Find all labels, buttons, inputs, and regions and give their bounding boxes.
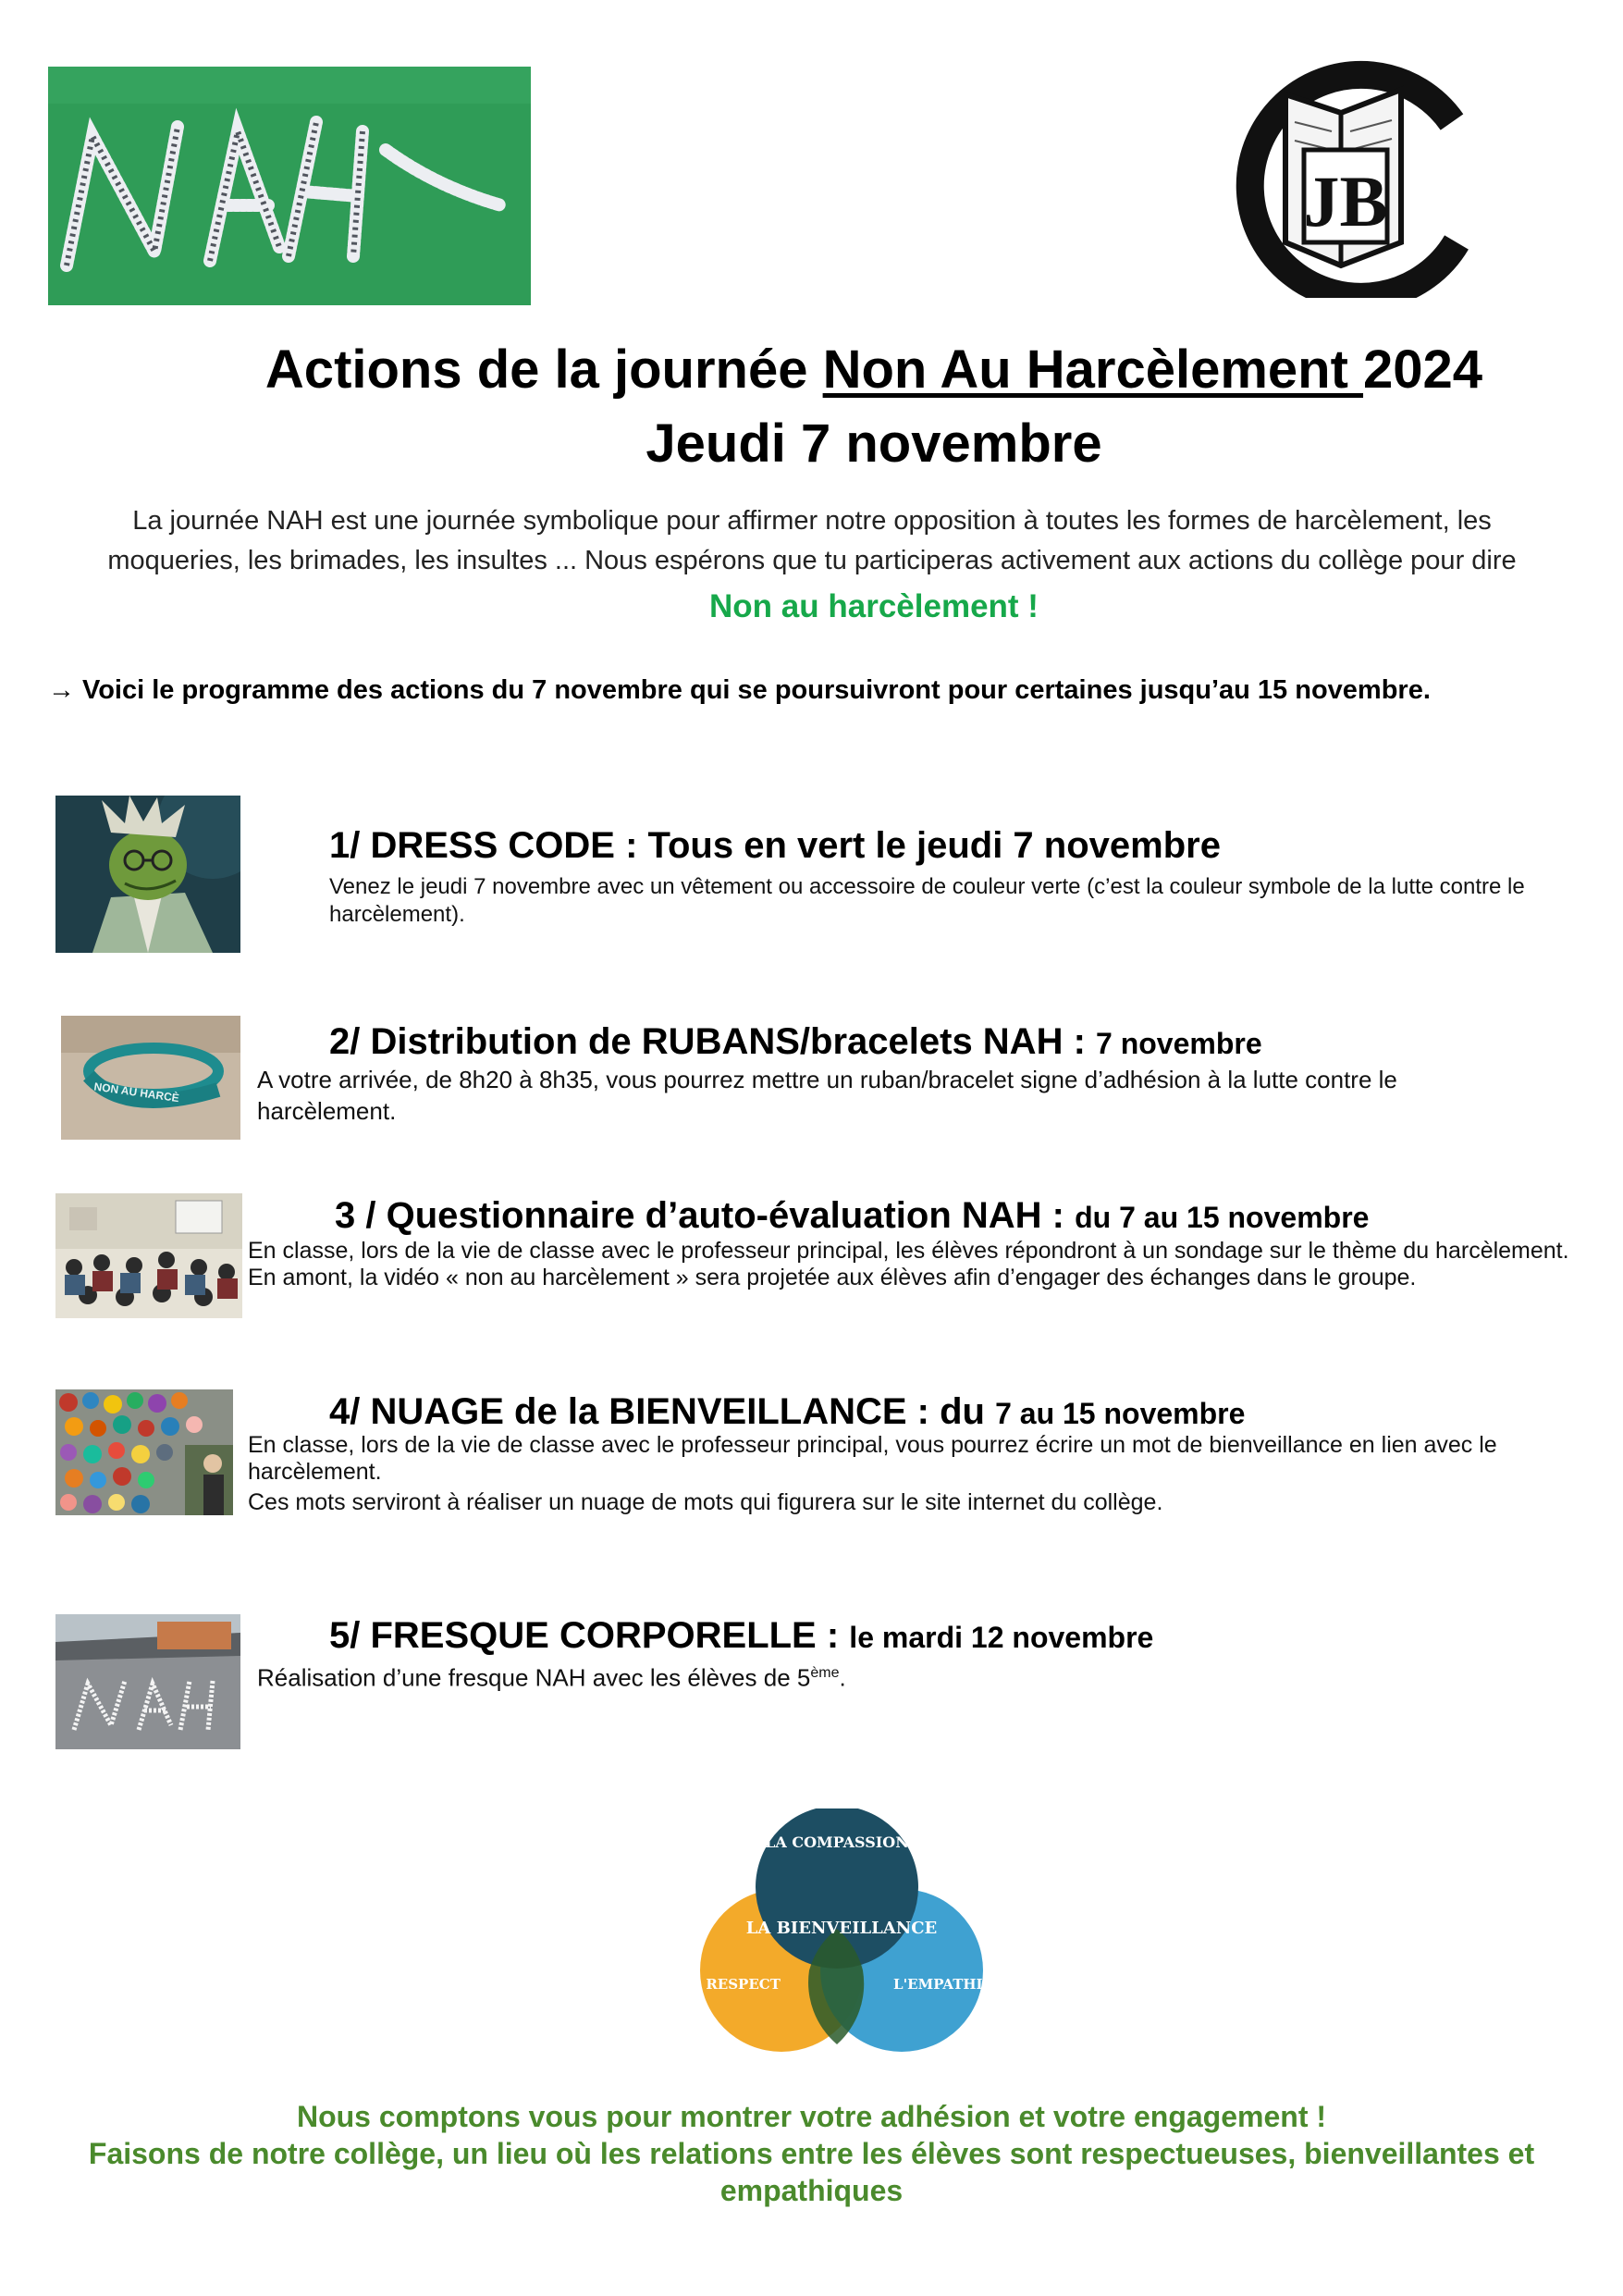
action-5-description [257, 1658, 846, 1694]
action-2-date: 7 novembre [1096, 1027, 1262, 1060]
action-3-description: En classe, lors de la vie de classe avec le professeur principal, les élèves répondront à un sondage sur le thème du harcèlement. En amont, la vidéo « non au harcèlement » sera projetée aux élèves afin d’engager des échanges dans le groupe. [248, 1238, 1569, 1290]
college-logo [1202, 57, 1489, 298]
venn-label-center: LA BIENVEILLANCE [745, 1919, 938, 1938]
bracelet-text: NON AU HARCÈ [92, 1080, 180, 1105]
action-4-title-main: 4/ NUAGE de la BIENVEILLANCE : du [329, 1391, 996, 1432]
page-title [0, 335, 1623, 405]
programme-text: Voici le programme des actions du 7 novembre qui se poursuivront pour certaines jusqu’au 15 novembre. [82, 675, 1431, 705]
action-4-title [329, 1388, 1245, 1438]
action-3-title [335, 1191, 1369, 1241]
title-prefix: Actions de la journée [264, 339, 823, 400]
action-5-title-main: 5/ FRESQUE CORPORELLE : [329, 1615, 850, 1656]
action-1-photo-lizard [55, 796, 240, 953]
action-2-title-main: 2/ Distribution de RUBANS/bracelets NAH : [329, 1021, 1097, 1062]
action-5-description-text: Réalisation d’une fresque NAH avec les élèves de 5 [257, 1663, 811, 1692]
venn-label-top: LA COMPASSION [765, 1833, 909, 1851]
action-4-dates: 7 au 15 novembre [995, 1397, 1246, 1430]
action-5-description-end: . [839, 1663, 846, 1692]
header-photo-nah-formation [48, 67, 531, 305]
title-emphasis: Non Au Harcèlement [822, 339, 1364, 400]
action-3-dates: du 7 au 15 novembre [1075, 1201, 1370, 1234]
venn-label-right: L'EMPATHIE [893, 1976, 993, 1993]
action-5-photo-fresque [55, 1614, 240, 1749]
arrow-right-icon: → [48, 675, 75, 705]
action-5-superscript: ème [810, 1665, 840, 1681]
closing-line-1: Nous comptons vous pour montrer votre adhésion et votre engagement ! [296, 2100, 1327, 2133]
intro-line-2: moqueries, les brimades, les insultes ... Nous espérons que tu participeras activement aux actions du collège pour dire [107, 546, 1517, 575]
logo-monogram: JB [1303, 161, 1388, 241]
action-5-date: le mardi 12 novembre [849, 1621, 1154, 1654]
action-2-photo-bracelet [61, 1016, 240, 1140]
action-3-title-main: 3 / Questionnaire d’auto-évaluation NAH : [335, 1195, 1076, 1236]
title-year: 2024 [1363, 339, 1483, 400]
venn-label-left: LE RESPECT [681, 1976, 781, 1993]
action-5-title [329, 1611, 1153, 1661]
intro-paragraph [49, 501, 1575, 581]
page-subtitle-date: Jeudi 7 novembre [646, 414, 1102, 474]
action-1-title: 1/ DRESS CODE : Tous en vert le jeudi 7 novembre [329, 825, 1221, 866]
intro-line-1: La journée NAH est une journée symbolique pour affirmer notre opposition à toutes les formes de harcèlement, les [132, 506, 1492, 536]
action-2-description: A votre arrivée, de 8h20 à 8h35, vous pourrez mettre un ruban/bracelet signe d’adhésion à la lutte contre le harcèlement. [257, 1066, 1397, 1125]
action-2-title [329, 1018, 1262, 1068]
venn-diagram [666, 1808, 1008, 2058]
action-1-description: Venez le jeudi 7 novembre avec un vêtement ou accessoire de couleur verte (c’est la couleur symbole de la lutte contre le harcèlement). [329, 874, 1525, 927]
action-4-description: En classe, lors de la vie de classe avec le professeur principal, vous pourrez écrire un mot de bienveillance en lien avec le harcèlement. [248, 1432, 1497, 1485]
slogan: Non au harcèlement ! [709, 588, 1039, 624]
programme-intro [48, 672, 1431, 709]
closing-line-2: Faisons de notre collège, un lieu où les relations entre les élèves sont respectueuses, bienveillantes et empathiques [88, 2137, 1535, 2207]
action-4-description-2: Ces mots serviront à réaliser un nuage de mots qui figurera sur le site internet du collège. [248, 1489, 1163, 1515]
action-4-photo-mosaic [55, 1389, 233, 1515]
action-3-photo-classroom [55, 1193, 242, 1318]
